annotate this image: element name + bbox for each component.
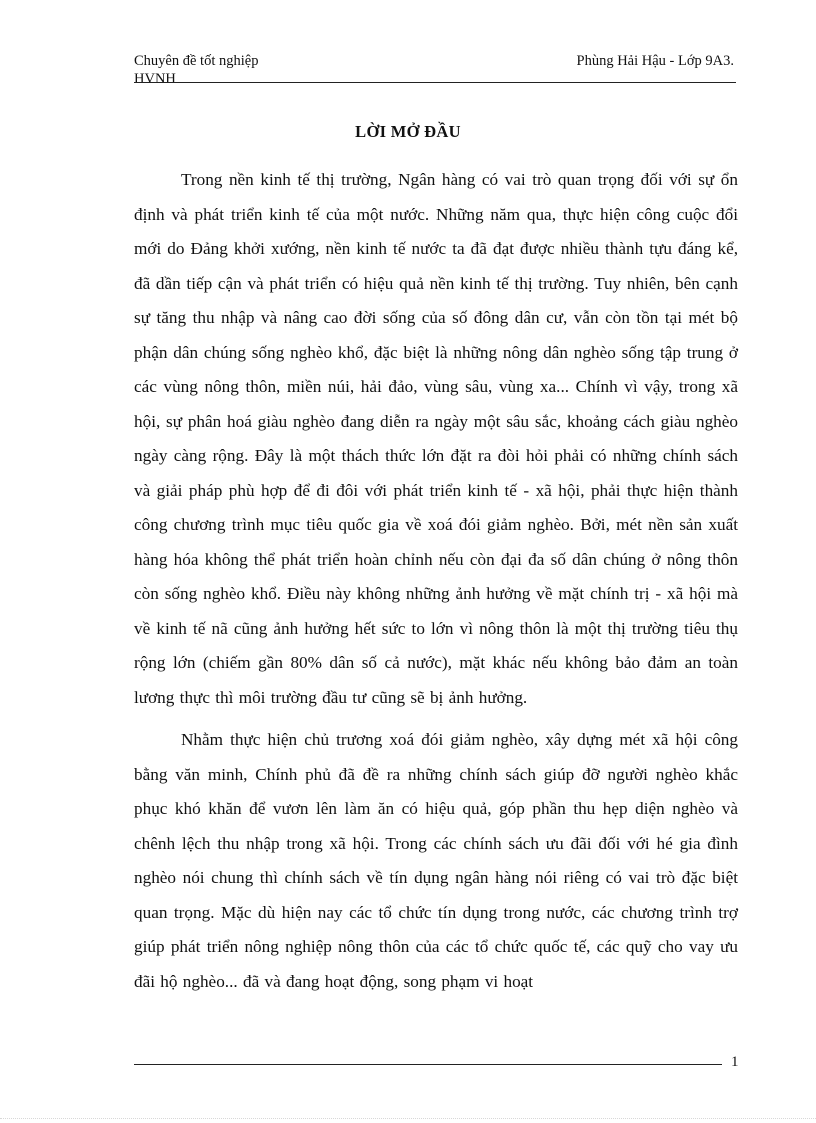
page-header bbox=[134, 52, 736, 90]
header-institution: HVNH bbox=[134, 71, 176, 87]
body-text bbox=[134, 163, 738, 999]
page-number: 1 bbox=[731, 1054, 739, 1070]
page-bottom-border bbox=[0, 1118, 816, 1119]
header-author: Phùng Hải Hậu - Lớp 9A3. bbox=[576, 53, 734, 69]
header-document-type: Chuyên đề tốt nghiệp bbox=[134, 53, 259, 69]
page-title: LỜI MỞ ĐẦU bbox=[355, 122, 461, 141]
footer-divider bbox=[134, 1064, 722, 1065]
header-divider bbox=[134, 82, 736, 83]
paragraph-2: Nhằm thực hiện chủ trương xoá đói giảm nghèo, xây dựng mét xã hội công bằng văn minh, Chính phủ đã đề ra những chính sách giúp đỡ người nghèo khắc phục khó khăn để vươn lên làm ăn có hiệu quả, góp phần thu hẹp diện nghèo và chênh lệch thu nhập trong xã hội. Trong các chính sách ưu đãi đối với hé gia đình nghèo nói chung thì chính sách về tín dụng ngân hàng nói riêng có vai trò đặc biệt quan trọng. Mặc dù hiện nay các tổ chức tín dụng trong nước, các chương trình trợ giúp phát triển nông nghiệp nông thôn của các tổ chức quốc tế, các quỹ cho vay ưu đãi hộ nghèo... đã và đang hoạt động, song phạm vi hoạt bbox=[134, 730, 738, 991]
paragraph-1: Trong nền kinh tế thị trường, Ngân hàng có vai trò quan trọng đối với sự ổn định và phát triển kinh tế của một nước. Những năm qua, thực hiện công cuộc đổi mới do Đảng khởi xướng, nền kinh tế nước ta đã đạt được nhiều thành tựu đáng kể, đã dần tiếp cận và phát triển có hiệu quả nền kinh tế thị trường. Tuy nhiên, bên cạnh sự tăng thu nhập và nâng cao đời sống của số đông dân cư, vẫn còn tồn tại mét bộ phận dân chúng sống nghèo khổ, đặc biệt là những nông dân nghèo sống tập trung ở các vùng nông thôn, miền núi, hải đảo, vùng sâu, vùng xa... Chính vì vậy, trong xã hội, sự phân hoá giàu nghèo đang diễn ra ngày một sâu sắc, khoảng cách giàu nghèo ngày càng rộng. Đây là một thách thức lớn đặt ra đòi hỏi phải có những chính sách và giải pháp phù hợp để đi đôi với phát triển kinh tế - xã hội, phải thực hiện thành công chương trình mục tiêu quốc gia về xoá đói giảm nghèo. Bởi, mét nền sản xuất hàng hóa không thể phát triển hoàn chỉnh nếu còn đại đa số dân chúng ở nông thôn còn sống nghèo khổ. Điều này không những ảnh hưởng về mặt chính trị - xã hội mà về kinh tế nã cũng ảnh hưởng hết sức to lớn vì nông thôn là một thị trường tiêu thụ rộng lớn (chiếm gần 80% dân số cả nước), mặt khác nếu không bảo đảm an toàn lương thực thì môi trường đầu tư cũng sẽ bị ảnh hưởng. bbox=[134, 170, 738, 707]
